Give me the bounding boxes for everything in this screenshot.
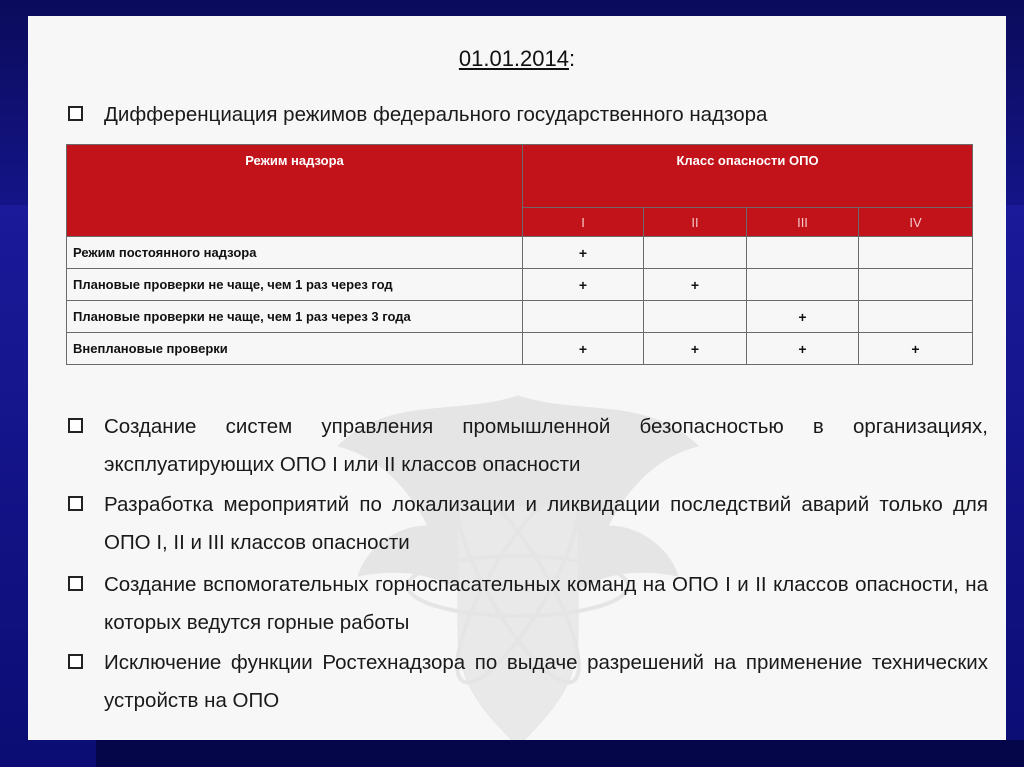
row-label: Режим постоянного надзора: [67, 237, 523, 269]
date-text: 01.01.2014: [458, 46, 569, 71]
row-cell: +: [523, 333, 644, 365]
row-cell: [859, 237, 973, 269]
table-row: [67, 301, 973, 333]
background-bottom-bar: [96, 740, 1024, 767]
slide: [28, 16, 1006, 740]
date-title: [28, 46, 1006, 72]
row-cell: [859, 269, 973, 301]
row-cell: +: [523, 237, 644, 269]
row-label: Плановые проверки не чаще, чем 1 раз через 3 года: [67, 301, 523, 333]
row-cell: [859, 301, 973, 333]
checkbox-bullet-icon: [68, 106, 83, 121]
row-cell: +: [859, 333, 973, 365]
checkbox-bullet-icon: [68, 654, 83, 669]
row-label: Внеплановые проверки: [67, 333, 523, 365]
table-row: [67, 237, 973, 269]
class-header-3: III: [747, 208, 859, 237]
row-cell: [747, 269, 859, 301]
checkbox-bullet-icon: [68, 496, 83, 511]
list-item-text: Исключение функции Ростехнадзора по выдаче разрешений на применение технических устройств на ОПО: [104, 651, 988, 712]
row-label: Плановые проверки не чаще, чем 1 раз через год: [67, 269, 523, 301]
class-header-2: II: [644, 208, 747, 237]
heading-text: Дифференциация режимов федерального государственного надзора: [104, 103, 768, 126]
table-row: [67, 269, 973, 301]
list-item: [68, 644, 988, 720]
row-cell: [747, 237, 859, 269]
supervision-table: [66, 144, 973, 365]
checkbox-bullet-icon: [68, 576, 83, 591]
class-header-4: IV: [859, 208, 973, 237]
list-item: [68, 486, 988, 562]
row-cell: +: [747, 333, 859, 365]
row-cell: +: [523, 269, 644, 301]
date-colon: :: [568, 46, 576, 71]
checkbox-bullet-icon: [68, 418, 83, 433]
class-header-1: I: [523, 208, 644, 237]
row-cell: [523, 301, 644, 333]
list-item-text: Разработка мероприятий по локализации и ликвидации последствий аварий только для ОПО I, II и III классов опасности: [104, 493, 988, 554]
list-item: [68, 408, 988, 484]
table-header-class: Класс опасности ОПО: [523, 145, 973, 208]
heading-bullet: [68, 96, 988, 134]
row-cell: [644, 301, 747, 333]
list-item-text: Создание систем управления промышленной безопасностью в организациях, эксплуатирующих ОПО I или II классов опасности: [104, 415, 988, 476]
row-cell: +: [747, 301, 859, 333]
row-cell: +: [644, 269, 747, 301]
row-cell: +: [644, 333, 747, 365]
row-cell: [644, 237, 747, 269]
list-item: [68, 566, 988, 642]
list-item-text: Создание вспомогательных горноспасательных команд на ОПО I и II классов опасности, на которых ведутся горные работы: [104, 573, 988, 634]
table-header-mode: Режим надзора: [67, 145, 523, 237]
table-row: [67, 333, 973, 365]
